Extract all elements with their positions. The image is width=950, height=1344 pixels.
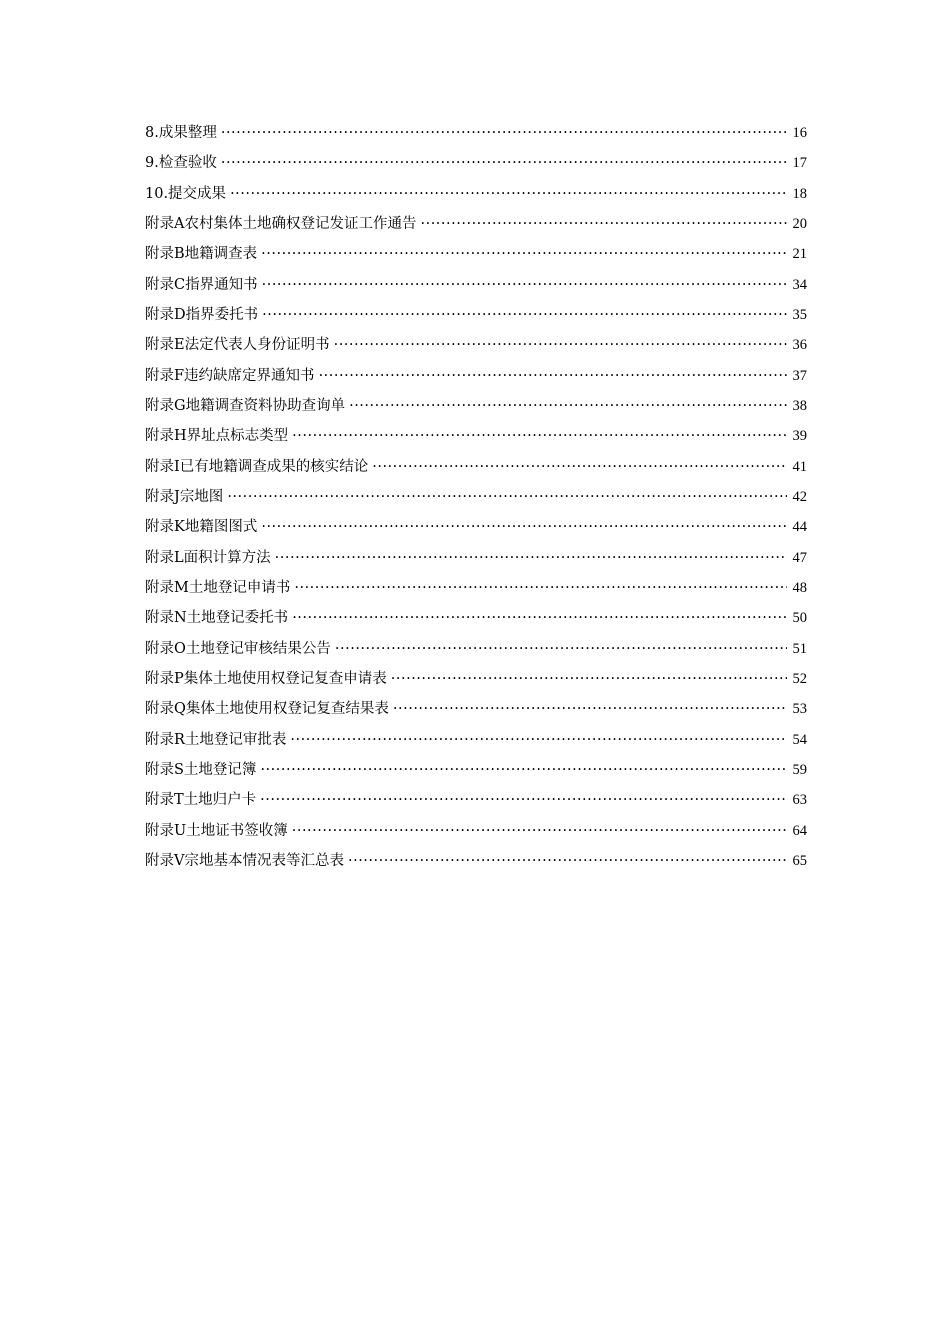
toc-dot-leader <box>292 421 787 451</box>
toc-entry[interactable] <box>145 543 807 573</box>
toc-entry-page: 35 <box>792 306 807 323</box>
toc-entry-title: 附录B地籍调查表 <box>145 246 258 263</box>
toc-entry-page: 54 <box>792 731 807 748</box>
toc-entry-title: 附录R土地登记审批表 <box>145 731 287 748</box>
toc-entry[interactable] <box>145 512 807 542</box>
toc-entry[interactable] <box>145 118 807 148</box>
toc-entry[interactable] <box>145 755 807 785</box>
toc-entry-page: 53 <box>792 701 807 718</box>
toc-dot-leader <box>294 573 787 603</box>
toc-dot-leader <box>261 239 787 269</box>
toc-entry-title: 附录G地籍调查资料协助查询单 <box>145 397 346 414</box>
toc-entry-page: 39 <box>792 428 807 445</box>
toc-entry-title: 附录E法定代表人身份证明书 <box>145 337 330 354</box>
toc-entry-title: 附录N土地登记委托书 <box>145 610 289 627</box>
toc-entry[interactable] <box>145 300 807 330</box>
toc-entry-page: 36 <box>792 337 807 354</box>
toc-entry-page: 48 <box>792 579 807 596</box>
toc-dot-leader <box>290 725 787 755</box>
toc-entry[interactable] <box>145 148 807 178</box>
toc-entry[interactable] <box>145 179 807 209</box>
toc-entry-title: 附录S土地登记簿 <box>145 761 257 778</box>
toc-entry-title: 附录I已有地籍调查成果的核实结论 <box>145 458 369 475</box>
toc-entry-title: 8.成果整理 <box>145 125 217 141</box>
toc-entry-page: 20 <box>792 215 807 232</box>
toc-entry-page: 50 <box>792 610 807 627</box>
toc-dot-leader <box>260 785 787 815</box>
toc-entry[interactable] <box>145 421 807 451</box>
toc-dot-leader <box>221 118 787 148</box>
toc-entry-title: 附录A农村集体土地确权登记发证工作通告 <box>145 215 417 232</box>
toc-dot-leader <box>262 270 787 300</box>
toc-entry-title: 附录O土地登记审核结果公告 <box>145 640 331 657</box>
toc-entry[interactable] <box>145 664 807 694</box>
toc-entry-page: 16 <box>792 125 807 141</box>
toc-dot-leader <box>391 664 787 694</box>
toc-entry-page: 34 <box>792 276 807 293</box>
toc-entry-title: 附录P集体土地使用权登记复查申请表 <box>145 670 387 687</box>
toc-dot-leader <box>261 512 787 542</box>
toc-entry-title: 附录U土地证书签收簿 <box>145 822 288 839</box>
toc-entry-title: 附录M土地登记申请书 <box>145 579 291 596</box>
toc-entry-page: 64 <box>792 822 807 839</box>
toc-entry[interactable] <box>145 816 807 846</box>
toc-entry-page: 17 <box>792 155 807 172</box>
toc-entry[interactable] <box>145 634 807 664</box>
toc-entry[interactable] <box>145 270 807 300</box>
toc-dot-leader <box>335 634 787 664</box>
toc-entry[interactable] <box>145 603 807 633</box>
toc-entry-title: 附录J宗地图 <box>145 488 224 505</box>
toc-entry-title: 附录H界址点标志类型 <box>145 428 289 445</box>
toc-entry-page: 41 <box>792 458 807 475</box>
toc-entry-title: 10.提交成果 <box>145 185 227 202</box>
toc-entry-page: 38 <box>792 397 807 414</box>
toc-dot-leader <box>334 330 787 360</box>
toc-entry[interactable] <box>145 573 807 603</box>
toc-dot-leader <box>221 148 787 178</box>
toc-dot-leader <box>230 179 787 209</box>
toc-entry[interactable] <box>145 846 807 876</box>
toc-entry[interactable] <box>145 391 807 421</box>
toc-entry-page: 21 <box>792 246 807 263</box>
toc-dot-leader <box>372 452 787 482</box>
toc-entry-title: 附录D指界委托书 <box>145 306 259 323</box>
toc-entry[interactable] <box>145 209 807 239</box>
toc-entry-page: 47 <box>792 549 807 566</box>
toc-entry-page: 42 <box>792 488 807 505</box>
toc-dot-leader <box>227 482 787 512</box>
toc-dot-leader <box>292 816 787 846</box>
toc-entry-title: 附录F违约缺席定界通知书 <box>145 367 315 384</box>
toc-dot-leader <box>349 391 787 421</box>
toc-entry-title: 附录T土地归户卡 <box>145 792 257 809</box>
toc-dot-leader <box>393 694 787 724</box>
toc-entry-title: 附录V宗地基本情况表等汇总表 <box>145 852 344 869</box>
toc-entry-page: 52 <box>792 670 807 687</box>
toc-entry[interactable] <box>145 361 807 391</box>
toc-entry-title: 附录C指界通知书 <box>145 276 258 293</box>
toc-entry-page: 65 <box>792 852 807 869</box>
toc-dot-leader <box>420 209 787 239</box>
toc-dot-leader <box>262 300 787 330</box>
toc-entry-title: 附录Q集体土地使用权登记复查结果表 <box>145 701 389 718</box>
toc-entry[interactable] <box>145 725 807 755</box>
toc-entry-page: 59 <box>792 761 807 778</box>
toc-entry-page: 44 <box>792 519 807 536</box>
toc-entry-title: 附录K地籍图图式 <box>145 519 258 536</box>
toc-dot-leader <box>260 755 787 785</box>
toc-entry[interactable] <box>145 785 807 815</box>
toc-entry[interactable] <box>145 452 807 482</box>
table-of-contents <box>145 118 807 876</box>
toc-entry[interactable] <box>145 239 807 269</box>
toc-entry-page: 63 <box>792 792 807 809</box>
toc-entry-page: 18 <box>792 185 807 202</box>
toc-entry[interactable] <box>145 694 807 724</box>
toc-entry-title: 9.检查验收 <box>145 155 217 172</box>
toc-entry-title: 附录L面积计算方法 <box>145 549 271 566</box>
toc-dot-leader <box>348 846 787 876</box>
toc-entry-page: 37 <box>792 367 807 384</box>
toc-entry-page: 51 <box>792 640 807 657</box>
toc-dot-leader <box>275 543 787 573</box>
toc-entry[interactable] <box>145 482 807 512</box>
toc-entry[interactable] <box>145 330 807 360</box>
toc-dot-leader <box>319 361 787 391</box>
toc-dot-leader <box>292 603 787 633</box>
